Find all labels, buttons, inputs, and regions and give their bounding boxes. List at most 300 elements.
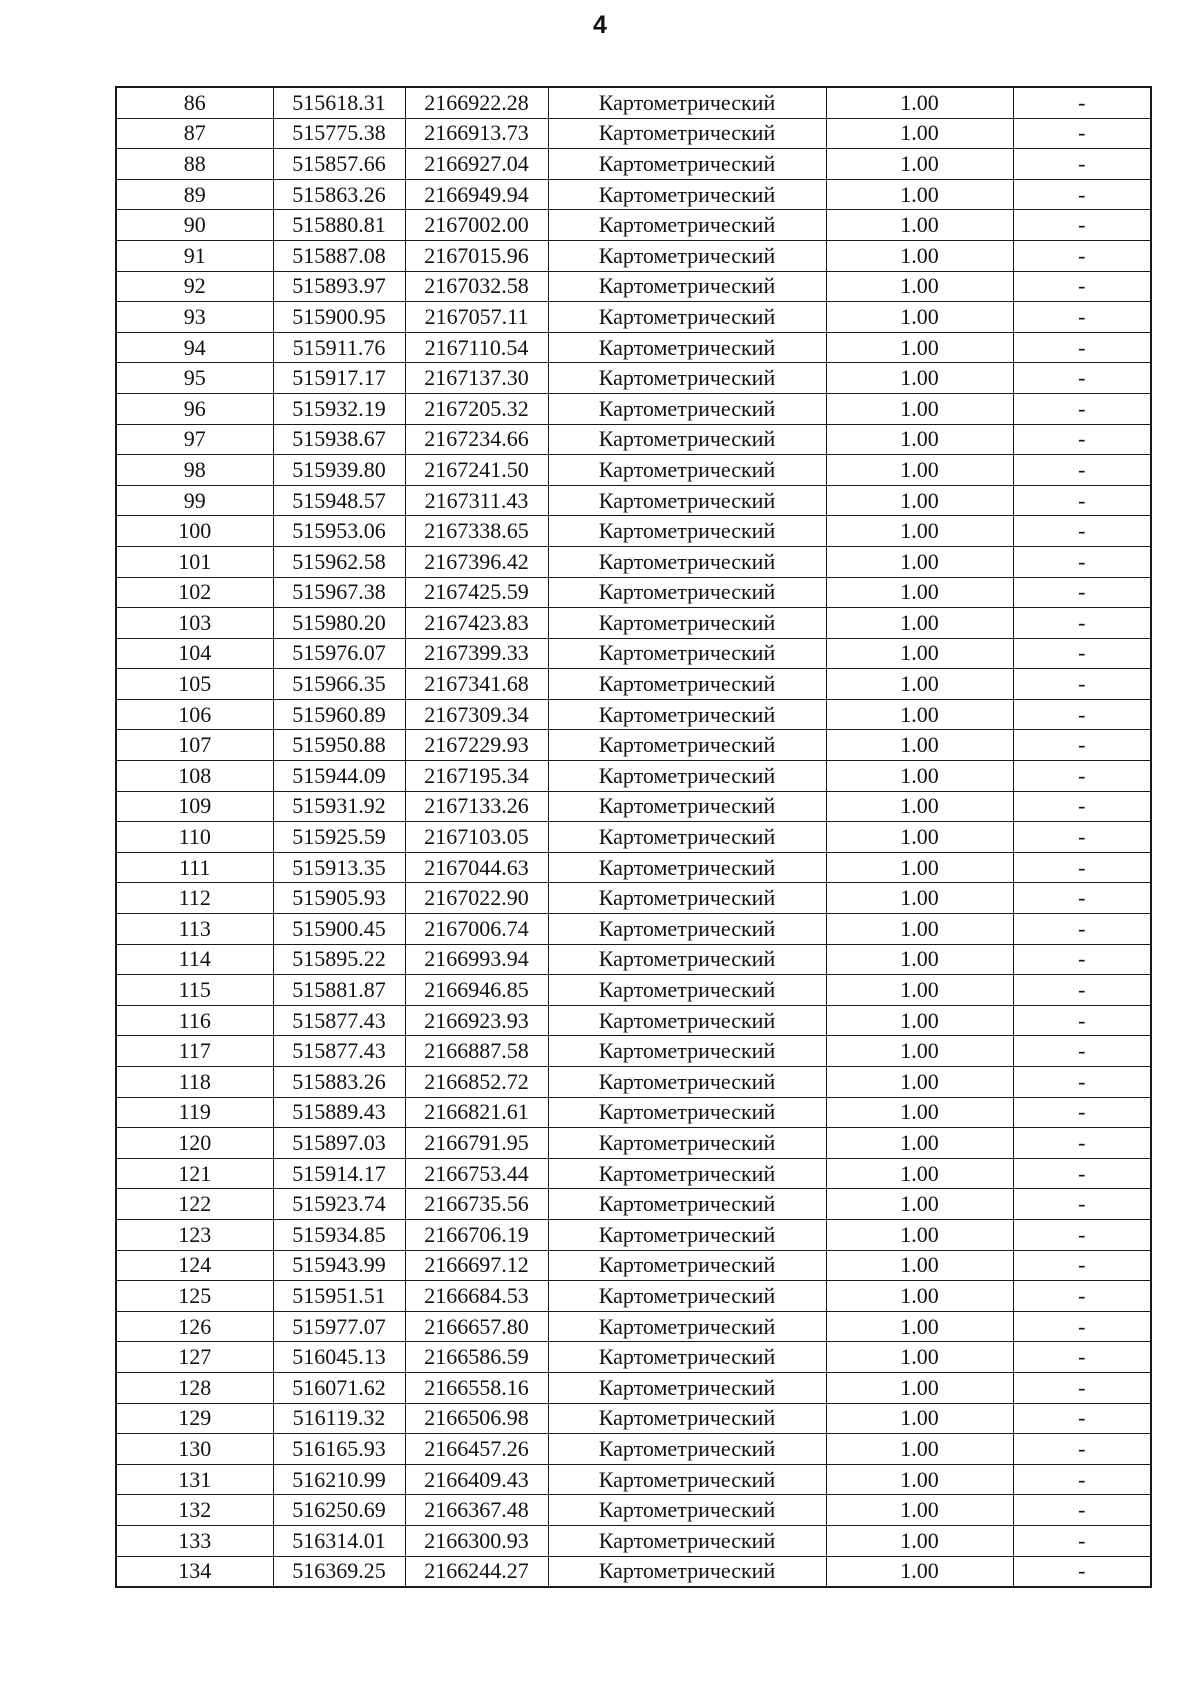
x-coordinate-cell: 515980.20 bbox=[273, 608, 405, 639]
precision-cell: 1.00 bbox=[826, 1342, 1013, 1373]
y-coordinate-cell: 2167103.05 bbox=[405, 822, 548, 853]
x-coordinate-cell: 515863.26 bbox=[273, 179, 405, 210]
point-number-cell: 111 bbox=[116, 852, 273, 883]
method-cell: Картометрический bbox=[548, 761, 826, 792]
y-coordinate-cell: 2167399.33 bbox=[405, 638, 548, 669]
precision-cell: 1.00 bbox=[826, 608, 1013, 639]
x-coordinate-cell: 515925.59 bbox=[273, 822, 405, 853]
method-cell: Картометрический bbox=[548, 791, 826, 822]
y-coordinate-cell: 2166409.43 bbox=[405, 1464, 548, 1495]
point-number-cell: 101 bbox=[116, 546, 273, 577]
x-coordinate-cell: 516119.32 bbox=[273, 1403, 405, 1434]
point-number-cell: 119 bbox=[116, 1097, 273, 1128]
precision-cell: 1.00 bbox=[826, 1525, 1013, 1556]
x-coordinate-cell: 515953.06 bbox=[273, 516, 405, 547]
table-row bbox=[116, 1005, 1151, 1036]
precision-cell: 1.00 bbox=[826, 914, 1013, 945]
x-coordinate-cell: 515939.80 bbox=[273, 455, 405, 486]
table-row bbox=[116, 1158, 1151, 1189]
point-number-cell: 116 bbox=[116, 1005, 273, 1036]
description-cell: - bbox=[1013, 546, 1151, 577]
table-row bbox=[116, 608, 1151, 639]
y-coordinate-cell: 2166684.53 bbox=[405, 1281, 548, 1312]
point-number-cell: 123 bbox=[116, 1219, 273, 1250]
description-cell: - bbox=[1013, 1097, 1151, 1128]
precision-cell: 1.00 bbox=[826, 179, 1013, 210]
x-coordinate-cell: 515917.17 bbox=[273, 363, 405, 394]
x-coordinate-cell: 515900.45 bbox=[273, 914, 405, 945]
x-coordinate-cell: 515966.35 bbox=[273, 669, 405, 700]
point-number-cell: 91 bbox=[116, 240, 273, 271]
x-coordinate-cell: 515911.76 bbox=[273, 332, 405, 363]
table-row bbox=[116, 424, 1151, 455]
table-row bbox=[116, 1219, 1151, 1250]
table-row bbox=[116, 1250, 1151, 1281]
method-cell: Картометрический bbox=[548, 1189, 826, 1220]
x-coordinate-cell: 515905.93 bbox=[273, 883, 405, 914]
point-number-cell: 105 bbox=[116, 669, 273, 700]
description-cell: - bbox=[1013, 577, 1151, 608]
precision-cell: 1.00 bbox=[826, 393, 1013, 424]
description-cell: - bbox=[1013, 1036, 1151, 1067]
point-number-cell: 89 bbox=[116, 179, 273, 210]
x-coordinate-cell: 515931.92 bbox=[273, 791, 405, 822]
precision-cell: 1.00 bbox=[826, 761, 1013, 792]
precision-cell: 1.00 bbox=[826, 883, 1013, 914]
table-row bbox=[116, 730, 1151, 761]
point-number-cell: 132 bbox=[116, 1495, 273, 1526]
x-coordinate-cell: 515977.07 bbox=[273, 1311, 405, 1342]
y-coordinate-cell: 2166913.73 bbox=[405, 118, 548, 149]
y-coordinate-cell: 2166927.04 bbox=[405, 149, 548, 180]
point-number-cell: 110 bbox=[116, 822, 273, 853]
table-row bbox=[116, 914, 1151, 945]
description-cell: - bbox=[1013, 1189, 1151, 1220]
description-cell: - bbox=[1013, 363, 1151, 394]
y-coordinate-cell: 2167234.66 bbox=[405, 424, 548, 455]
point-number-cell: 109 bbox=[116, 791, 273, 822]
method-cell: Картометрический bbox=[548, 1005, 826, 1036]
precision-cell: 1.00 bbox=[826, 1311, 1013, 1342]
y-coordinate-cell: 2167425.59 bbox=[405, 577, 548, 608]
table-row bbox=[116, 1403, 1151, 1434]
description-cell: - bbox=[1013, 638, 1151, 669]
point-number-cell: 99 bbox=[116, 485, 273, 516]
description-cell: - bbox=[1013, 852, 1151, 883]
precision-cell: 1.00 bbox=[826, 210, 1013, 241]
point-number-cell: 87 bbox=[116, 118, 273, 149]
precision-cell: 1.00 bbox=[826, 944, 1013, 975]
x-coordinate-cell: 515618.31 bbox=[273, 87, 405, 118]
y-coordinate-cell: 2167137.30 bbox=[405, 363, 548, 394]
precision-cell: 1.00 bbox=[826, 577, 1013, 608]
table-row bbox=[116, 1067, 1151, 1098]
description-cell: - bbox=[1013, 149, 1151, 180]
method-cell: Картометрический bbox=[548, 699, 826, 730]
method-cell: Картометрический bbox=[548, 87, 826, 118]
y-coordinate-cell: 2167110.54 bbox=[405, 332, 548, 363]
x-coordinate-cell: 515881.87 bbox=[273, 975, 405, 1006]
x-coordinate-cell: 515943.99 bbox=[273, 1250, 405, 1281]
precision-cell: 1.00 bbox=[826, 791, 1013, 822]
y-coordinate-cell: 2167032.58 bbox=[405, 271, 548, 302]
table-row bbox=[116, 822, 1151, 853]
precision-cell: 1.00 bbox=[826, 1189, 1013, 1220]
method-cell: Картометрический bbox=[548, 149, 826, 180]
method-cell: Картометрический bbox=[548, 485, 826, 516]
point-number-cell: 92 bbox=[116, 271, 273, 302]
method-cell: Картометрический bbox=[548, 1403, 826, 1434]
x-coordinate-cell: 515948.57 bbox=[273, 485, 405, 516]
point-number-cell: 98 bbox=[116, 455, 273, 486]
table-row bbox=[116, 577, 1151, 608]
point-number-cell: 96 bbox=[116, 393, 273, 424]
point-number-cell: 128 bbox=[116, 1372, 273, 1403]
description-cell: - bbox=[1013, 730, 1151, 761]
table-row bbox=[116, 485, 1151, 516]
method-cell: Картометрический bbox=[548, 1556, 826, 1587]
y-coordinate-cell: 2167205.32 bbox=[405, 393, 548, 424]
precision-cell: 1.00 bbox=[826, 424, 1013, 455]
x-coordinate-cell: 516210.99 bbox=[273, 1464, 405, 1495]
table-row bbox=[116, 240, 1151, 271]
point-number-cell: 107 bbox=[116, 730, 273, 761]
point-number-cell: 126 bbox=[116, 1311, 273, 1342]
method-cell: Картометрический bbox=[548, 577, 826, 608]
precision-cell: 1.00 bbox=[826, 1434, 1013, 1465]
method-cell: Картометрический bbox=[548, 424, 826, 455]
point-number-cell: 124 bbox=[116, 1250, 273, 1281]
precision-cell: 1.00 bbox=[826, 1403, 1013, 1434]
description-cell: - bbox=[1013, 302, 1151, 333]
y-coordinate-cell: 2166753.44 bbox=[405, 1158, 548, 1189]
description-cell: - bbox=[1013, 669, 1151, 700]
table-row bbox=[116, 87, 1151, 118]
point-number-cell: 118 bbox=[116, 1067, 273, 1098]
description-cell: - bbox=[1013, 1005, 1151, 1036]
table-row bbox=[116, 332, 1151, 363]
y-coordinate-cell: 2166949.94 bbox=[405, 179, 548, 210]
point-number-cell: 102 bbox=[116, 577, 273, 608]
point-number-cell: 117 bbox=[116, 1036, 273, 1067]
x-coordinate-cell: 516071.62 bbox=[273, 1372, 405, 1403]
table-row bbox=[116, 210, 1151, 241]
method-cell: Картометрический bbox=[548, 271, 826, 302]
y-coordinate-cell: 2167015.96 bbox=[405, 240, 548, 271]
x-coordinate-cell: 515893.97 bbox=[273, 271, 405, 302]
table-row bbox=[116, 699, 1151, 730]
y-coordinate-cell: 2166821.61 bbox=[405, 1097, 548, 1128]
precision-cell: 1.00 bbox=[826, 1281, 1013, 1312]
x-coordinate-cell: 515897.03 bbox=[273, 1128, 405, 1159]
point-number-cell: 127 bbox=[116, 1342, 273, 1373]
method-cell: Картометрический bbox=[548, 240, 826, 271]
table-row bbox=[116, 1495, 1151, 1526]
precision-cell: 1.00 bbox=[826, 455, 1013, 486]
y-coordinate-cell: 2167006.74 bbox=[405, 914, 548, 945]
precision-cell: 1.00 bbox=[826, 852, 1013, 883]
precision-cell: 1.00 bbox=[826, 332, 1013, 363]
x-coordinate-cell: 515914.17 bbox=[273, 1158, 405, 1189]
point-number-cell: 115 bbox=[116, 975, 273, 1006]
precision-cell: 1.00 bbox=[826, 271, 1013, 302]
description-cell: - bbox=[1013, 485, 1151, 516]
description-cell: - bbox=[1013, 822, 1151, 853]
precision-cell: 1.00 bbox=[826, 1067, 1013, 1098]
y-coordinate-cell: 2167423.83 bbox=[405, 608, 548, 639]
precision-cell: 1.00 bbox=[826, 822, 1013, 853]
method-cell: Картометрический bbox=[548, 1342, 826, 1373]
y-coordinate-cell: 2167133.26 bbox=[405, 791, 548, 822]
table-row bbox=[116, 975, 1151, 1006]
y-coordinate-cell: 2166735.56 bbox=[405, 1189, 548, 1220]
x-coordinate-cell: 515934.85 bbox=[273, 1219, 405, 1250]
method-cell: Картометрический bbox=[548, 179, 826, 210]
coordinates-table-body bbox=[116, 87, 1151, 1587]
precision-cell: 1.00 bbox=[826, 699, 1013, 730]
table-row bbox=[116, 944, 1151, 975]
y-coordinate-cell: 2166706.19 bbox=[405, 1219, 548, 1250]
method-cell: Картометрический bbox=[548, 608, 826, 639]
precision-cell: 1.00 bbox=[826, 546, 1013, 577]
y-coordinate-cell: 2166922.28 bbox=[405, 87, 548, 118]
method-cell: Картометрический bbox=[548, 730, 826, 761]
y-coordinate-cell: 2166791.95 bbox=[405, 1128, 548, 1159]
description-cell: - bbox=[1013, 118, 1151, 149]
method-cell: Картометрический bbox=[548, 1158, 826, 1189]
method-cell: Картометрический bbox=[548, 393, 826, 424]
description-cell: - bbox=[1013, 1281, 1151, 1312]
point-number-cell: 125 bbox=[116, 1281, 273, 1312]
table-row bbox=[116, 271, 1151, 302]
point-number-cell: 88 bbox=[116, 149, 273, 180]
precision-cell: 1.00 bbox=[826, 302, 1013, 333]
table-row bbox=[116, 1342, 1151, 1373]
precision-cell: 1.00 bbox=[826, 1556, 1013, 1587]
description-cell: - bbox=[1013, 1250, 1151, 1281]
point-number-cell: 104 bbox=[116, 638, 273, 669]
description-cell: - bbox=[1013, 1525, 1151, 1556]
precision-cell: 1.00 bbox=[826, 1036, 1013, 1067]
table-row bbox=[116, 118, 1151, 149]
table-row bbox=[116, 1128, 1151, 1159]
x-coordinate-cell: 515938.67 bbox=[273, 424, 405, 455]
x-coordinate-cell: 515857.66 bbox=[273, 149, 405, 180]
description-cell: - bbox=[1013, 516, 1151, 547]
precision-cell: 1.00 bbox=[826, 1464, 1013, 1495]
y-coordinate-cell: 2166558.16 bbox=[405, 1372, 548, 1403]
method-cell: Картометрический bbox=[548, 914, 826, 945]
precision-cell: 1.00 bbox=[826, 1005, 1013, 1036]
point-number-cell: 120 bbox=[116, 1128, 273, 1159]
table-row bbox=[116, 1434, 1151, 1465]
description-cell: - bbox=[1013, 1067, 1151, 1098]
y-coordinate-cell: 2167002.00 bbox=[405, 210, 548, 241]
point-number-cell: 121 bbox=[116, 1158, 273, 1189]
table-row bbox=[116, 638, 1151, 669]
x-coordinate-cell: 515900.95 bbox=[273, 302, 405, 333]
x-coordinate-cell: 515932.19 bbox=[273, 393, 405, 424]
table-row bbox=[116, 1372, 1151, 1403]
y-coordinate-cell: 2166367.48 bbox=[405, 1495, 548, 1526]
table-row bbox=[116, 669, 1151, 700]
point-number-cell: 95 bbox=[116, 363, 273, 394]
table-row bbox=[116, 1525, 1151, 1556]
method-cell: Картометрический bbox=[548, 638, 826, 669]
table-row bbox=[116, 1097, 1151, 1128]
method-cell: Картометрический bbox=[548, 1067, 826, 1098]
description-cell: - bbox=[1013, 1128, 1151, 1159]
method-cell: Картометрический bbox=[548, 1372, 826, 1403]
table-row bbox=[116, 852, 1151, 883]
y-coordinate-cell: 2166852.72 bbox=[405, 1067, 548, 1098]
table-row bbox=[116, 179, 1151, 210]
y-coordinate-cell: 2166993.94 bbox=[405, 944, 548, 975]
table-row bbox=[116, 1311, 1151, 1342]
precision-cell: 1.00 bbox=[826, 975, 1013, 1006]
method-cell: Картометрический bbox=[548, 975, 826, 1006]
x-coordinate-cell: 515944.09 bbox=[273, 761, 405, 792]
method-cell: Картометрический bbox=[548, 455, 826, 486]
x-coordinate-cell: 515967.38 bbox=[273, 577, 405, 608]
precision-cell: 1.00 bbox=[826, 669, 1013, 700]
y-coordinate-cell: 2167309.34 bbox=[405, 699, 548, 730]
precision-cell: 1.00 bbox=[826, 118, 1013, 149]
description-cell: - bbox=[1013, 1372, 1151, 1403]
y-coordinate-cell: 2167341.68 bbox=[405, 669, 548, 700]
method-cell: Картометрический bbox=[548, 332, 826, 363]
precision-cell: 1.00 bbox=[826, 1158, 1013, 1189]
y-coordinate-cell: 2166946.85 bbox=[405, 975, 548, 1006]
point-number-cell: 131 bbox=[116, 1464, 273, 1495]
description-cell: - bbox=[1013, 791, 1151, 822]
x-coordinate-cell: 516369.25 bbox=[273, 1556, 405, 1587]
point-number-cell: 106 bbox=[116, 699, 273, 730]
point-number-cell: 100 bbox=[116, 516, 273, 547]
point-number-cell: 134 bbox=[116, 1556, 273, 1587]
precision-cell: 1.00 bbox=[826, 516, 1013, 547]
method-cell: Картометрический bbox=[548, 1495, 826, 1526]
x-coordinate-cell: 516314.01 bbox=[273, 1525, 405, 1556]
y-coordinate-cell: 2166657.80 bbox=[405, 1311, 548, 1342]
description-cell: - bbox=[1013, 1311, 1151, 1342]
x-coordinate-cell: 515976.07 bbox=[273, 638, 405, 669]
table-row bbox=[116, 1281, 1151, 1312]
point-number-cell: 113 bbox=[116, 914, 273, 945]
y-coordinate-cell: 2167057.11 bbox=[405, 302, 548, 333]
table-row bbox=[116, 1189, 1151, 1220]
y-coordinate-cell: 2167396.42 bbox=[405, 546, 548, 577]
description-cell: - bbox=[1013, 1495, 1151, 1526]
point-number-cell: 90 bbox=[116, 210, 273, 241]
point-number-cell: 97 bbox=[116, 424, 273, 455]
precision-cell: 1.00 bbox=[826, 485, 1013, 516]
precision-cell: 1.00 bbox=[826, 87, 1013, 118]
precision-cell: 1.00 bbox=[826, 149, 1013, 180]
x-coordinate-cell: 515951.51 bbox=[273, 1281, 405, 1312]
method-cell: Картометрический bbox=[548, 210, 826, 241]
table-row bbox=[116, 302, 1151, 333]
description-cell: - bbox=[1013, 271, 1151, 302]
y-coordinate-cell: 2166887.58 bbox=[405, 1036, 548, 1067]
description-cell: - bbox=[1013, 975, 1151, 1006]
point-number-cell: 112 bbox=[116, 883, 273, 914]
x-coordinate-cell: 515923.74 bbox=[273, 1189, 405, 1220]
method-cell: Картометрический bbox=[548, 1281, 826, 1312]
table-row bbox=[116, 546, 1151, 577]
description-cell: - bbox=[1013, 393, 1151, 424]
description-cell: - bbox=[1013, 608, 1151, 639]
y-coordinate-cell: 2167311.43 bbox=[405, 485, 548, 516]
description-cell: - bbox=[1013, 1342, 1151, 1373]
y-coordinate-cell: 2167195.34 bbox=[405, 761, 548, 792]
precision-cell: 1.00 bbox=[826, 1250, 1013, 1281]
precision-cell: 1.00 bbox=[826, 1128, 1013, 1159]
description-cell: - bbox=[1013, 883, 1151, 914]
point-number-cell: 114 bbox=[116, 944, 273, 975]
x-coordinate-cell: 515880.81 bbox=[273, 210, 405, 241]
method-cell: Картометрический bbox=[548, 1036, 826, 1067]
page-number: 4 bbox=[593, 11, 607, 39]
x-coordinate-cell: 515889.43 bbox=[273, 1097, 405, 1128]
point-number-cell: 94 bbox=[116, 332, 273, 363]
method-cell: Картометрический bbox=[548, 883, 826, 914]
y-coordinate-cell: 2167022.90 bbox=[405, 883, 548, 914]
method-cell: Картометрический bbox=[548, 944, 826, 975]
x-coordinate-cell: 516165.93 bbox=[273, 1434, 405, 1465]
method-cell: Картометрический bbox=[548, 302, 826, 333]
x-coordinate-cell: 515962.58 bbox=[273, 546, 405, 577]
y-coordinate-cell: 2167241.50 bbox=[405, 455, 548, 486]
description-cell: - bbox=[1013, 761, 1151, 792]
table-row bbox=[116, 516, 1151, 547]
method-cell: Картометрический bbox=[548, 363, 826, 394]
description-cell: - bbox=[1013, 179, 1151, 210]
point-number-cell: 129 bbox=[116, 1403, 273, 1434]
table-row bbox=[116, 883, 1151, 914]
description-cell: - bbox=[1013, 424, 1151, 455]
precision-cell: 1.00 bbox=[826, 1219, 1013, 1250]
y-coordinate-cell: 2166586.59 bbox=[405, 1342, 548, 1373]
description-cell: - bbox=[1013, 914, 1151, 945]
table-row bbox=[116, 1036, 1151, 1067]
x-coordinate-cell: 515887.08 bbox=[273, 240, 405, 271]
description-cell: - bbox=[1013, 1464, 1151, 1495]
table-row bbox=[116, 363, 1151, 394]
precision-cell: 1.00 bbox=[826, 363, 1013, 394]
x-coordinate-cell: 515960.89 bbox=[273, 699, 405, 730]
point-number-cell: 108 bbox=[116, 761, 273, 792]
description-cell: - bbox=[1013, 1403, 1151, 1434]
method-cell: Картометрический bbox=[548, 1311, 826, 1342]
description-cell: - bbox=[1013, 1556, 1151, 1587]
method-cell: Картометрический bbox=[548, 1128, 826, 1159]
y-coordinate-cell: 2166506.98 bbox=[405, 1403, 548, 1434]
method-cell: Картометрический bbox=[548, 1464, 826, 1495]
x-coordinate-cell: 515883.26 bbox=[273, 1067, 405, 1098]
table-row bbox=[116, 1464, 1151, 1495]
method-cell: Картометрический bbox=[548, 516, 826, 547]
coordinates-table bbox=[115, 86, 1152, 1588]
point-number-cell: 122 bbox=[116, 1189, 273, 1220]
y-coordinate-cell: 2166244.27 bbox=[405, 1556, 548, 1587]
method-cell: Картометрический bbox=[548, 546, 826, 577]
x-coordinate-cell: 515913.35 bbox=[273, 852, 405, 883]
y-coordinate-cell: 2167229.93 bbox=[405, 730, 548, 761]
y-coordinate-cell: 2166697.12 bbox=[405, 1250, 548, 1281]
x-coordinate-cell: 515877.43 bbox=[273, 1036, 405, 1067]
precision-cell: 1.00 bbox=[826, 1495, 1013, 1526]
